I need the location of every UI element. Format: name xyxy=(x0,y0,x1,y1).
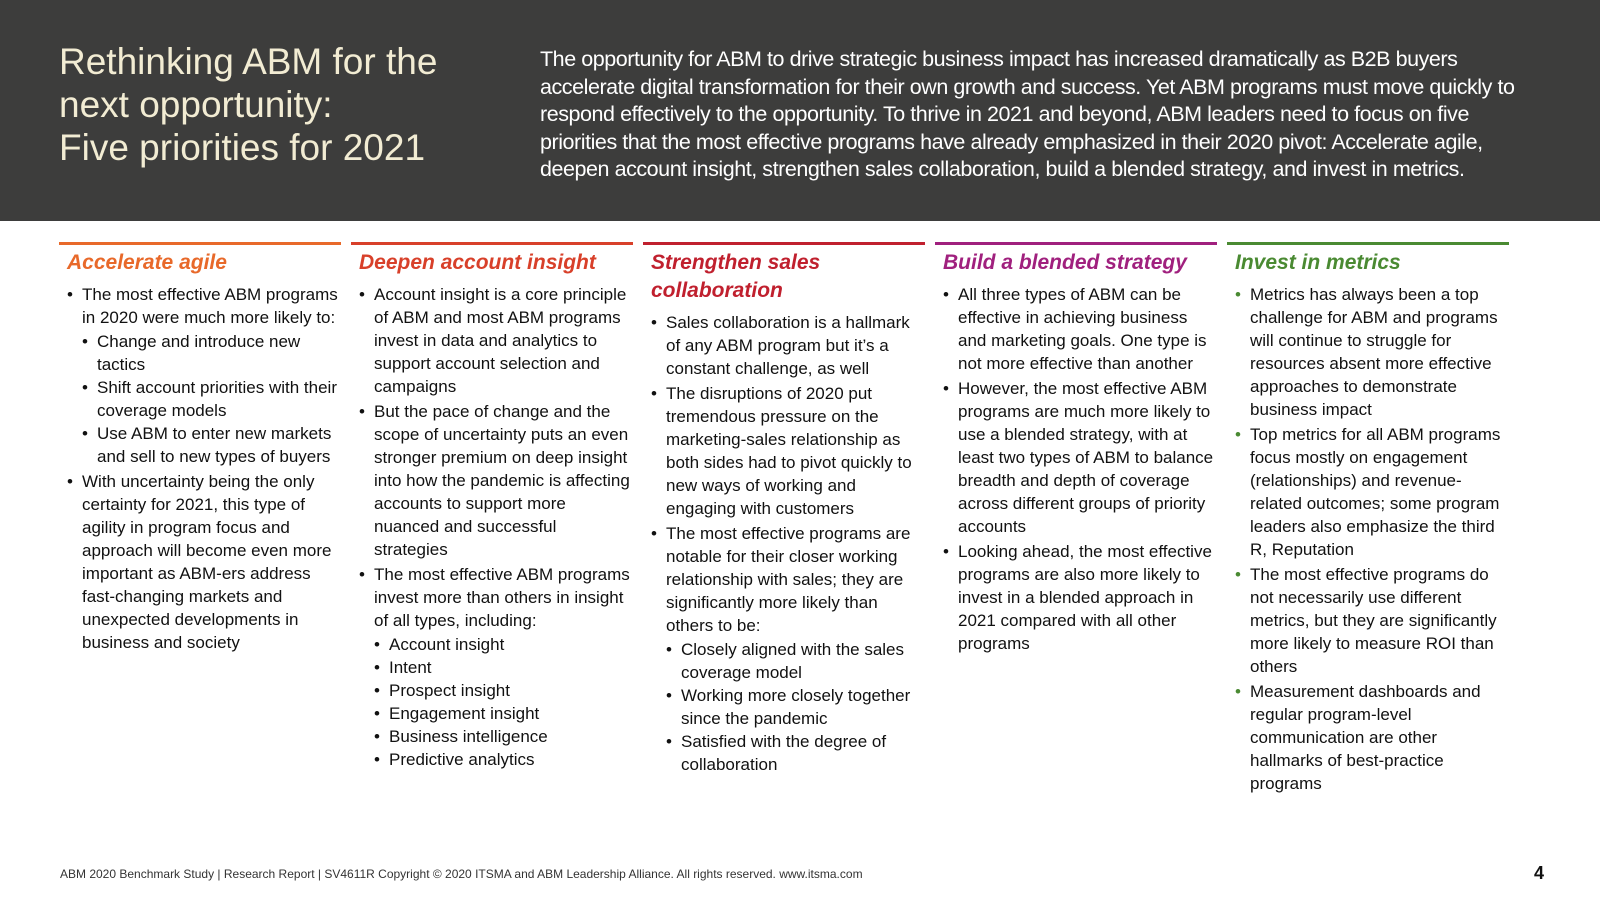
sub-bullet-list xyxy=(374,633,633,771)
column-title: Strengthen sales collaboration xyxy=(651,251,821,302)
sub-bullet-text: Account insight xyxy=(389,635,505,654)
page-title xyxy=(59,40,499,169)
bullet-text: Metrics has always been a top challenge for ABM and programs will continue to struggle for resources absent more effective approaches to demonstrate business impact xyxy=(1250,285,1498,419)
sub-bullet-text: Prospect insight xyxy=(389,681,510,700)
sub-bullet-text: Engagement insight xyxy=(389,704,540,723)
bullet-text: But the pace of change and the scope of uncertainty puts an even stronger premium on deep insight into how the pandemic is affecting accounts to support more nuanced and successful strategies xyxy=(374,402,630,559)
bullet-text: With uncertainty being the only certainty for 2021, this type of agility in program focus and approach will become even more important as ABM-ers address fast-changing markets and unexpected developments in business and society xyxy=(82,472,332,652)
bullet-text: The most effective programs do not necessarily use different metrics, but they are significantly more likely to measure ROI than others xyxy=(1250,565,1497,676)
bullet-text: However, the most effective ABM programs are much more likely to use a blended strategy, with at least two types of ABM to balance breadth and depth of coverage across different groups of priority accounts xyxy=(958,379,1214,536)
bullet-icon: • xyxy=(1235,682,1241,701)
bullet-icon: • xyxy=(374,704,380,723)
bullet-item xyxy=(67,470,341,654)
bullet-icon: • xyxy=(374,658,380,677)
bullet-text: Measurement dashboards and regular program-level communication are other hallmarks of best-practice programs xyxy=(1250,682,1481,793)
sub-bullet-text: Working more closely together since the pandemic xyxy=(681,686,911,728)
bullet-icon: • xyxy=(1235,285,1241,304)
bullet-icon: • xyxy=(82,378,88,397)
sub-bullet-text: Predictive analytics xyxy=(389,750,535,769)
bullet-text: The disruptions of 2020 put tremendous pressure on the marketing-sales relationship as both sides had to pivot quickly to new ways of working and engaging with customers xyxy=(666,384,912,518)
bullet-list xyxy=(1227,283,1509,795)
bullet-item xyxy=(359,400,633,561)
bullet-text: The most effective ABM programs in 2020 were much more likely to: xyxy=(82,285,338,327)
footer-copyright: ABM 2020 Benchmark Study | Research Report | SV4611R Copyright © 2020 ITSMA and ABM Leadership Alliance. All rights reserved. www.itsma.com xyxy=(60,867,863,881)
intro-paragraph: The opportunity for ABM to drive strategic business impact has increased dramatically as B2B buyers accelerate digital transformation for their own growth and success. Yet ABM programs must move quickly to respond effectively to the opportunity. To thrive in 2021 and beyond, ABM leaders need to focus on five priorities that the most effective programs have already emphasized in their 2020 pivot: Accelerate agile, deepen account insight, strengthen sales collaboration, build a blended strategy, and invest in metrics. xyxy=(540,47,1515,181)
bullet-text: The most effective programs are notable for their closer working relationship with sales; they are significantly more likely than others to be: xyxy=(666,524,911,635)
bullet-item xyxy=(67,283,341,468)
priority-column xyxy=(643,242,925,778)
bullet-item xyxy=(1235,283,1509,421)
bullet-item xyxy=(359,563,633,771)
sub-bullet-item xyxy=(374,633,633,656)
bullet-icon: • xyxy=(943,542,949,561)
title-line: next opportunity: xyxy=(59,84,333,125)
page-number: 4 xyxy=(1533,863,1544,883)
sub-bullet-text: Change and introduce new tactics xyxy=(97,332,301,374)
bullet-text: Sales collaboration is a hallmark of any ABM program but it’s a constant challenge, as well xyxy=(666,313,910,378)
sub-bullet-item xyxy=(374,725,633,748)
priority-column xyxy=(351,242,633,773)
bullet-text: The most effective ABM programs invest more than others in insight of all types, including: xyxy=(374,565,630,630)
bullet-icon: • xyxy=(943,285,949,304)
bullet-icon: • xyxy=(67,285,73,304)
bullet-icon: • xyxy=(666,732,672,751)
bullet-text: Looking ahead, the most effective programs are also more likely to invest in a blended approach in 2021 compared with all other programs xyxy=(958,542,1212,653)
bullet-item xyxy=(943,540,1217,655)
sub-bullet-text: Use ABM to enter new markets and sell to new types of buyers xyxy=(97,424,332,466)
bullet-list xyxy=(643,311,925,776)
sub-bullet-item xyxy=(82,376,341,422)
bullet-icon: • xyxy=(1235,565,1241,584)
bullet-text: Account insight is a core principle of ABM and most ABM programs invest in data and analytics to support account selection and campaigns xyxy=(374,285,627,396)
bullet-item xyxy=(1235,423,1509,561)
bullet-icon: • xyxy=(374,727,380,746)
sub-bullet-text: Business intelligence xyxy=(389,727,548,746)
bullet-icon: • xyxy=(374,750,380,769)
bullet-item xyxy=(651,522,925,776)
column-title: Build a blended strategy xyxy=(943,251,1187,274)
bullet-icon: • xyxy=(359,565,365,584)
bullet-item xyxy=(943,283,1217,375)
sub-bullet-item xyxy=(374,679,633,702)
sub-bullet-item xyxy=(666,684,925,730)
bullet-icon: • xyxy=(67,472,73,491)
priority-column xyxy=(59,242,341,656)
bullet-item xyxy=(943,377,1217,538)
sub-bullet-text: Shift account priorities with their coverage models xyxy=(97,378,337,420)
bullet-list xyxy=(351,283,633,771)
bullet-icon: • xyxy=(651,524,657,543)
sub-bullet-item xyxy=(374,656,633,679)
bullet-icon: • xyxy=(943,379,949,398)
sub-bullet-text: Intent xyxy=(389,658,432,677)
bullet-list xyxy=(59,283,341,654)
sub-bullet-item xyxy=(374,702,633,725)
bullet-text: All three types of ABM can be effective in achieving business and marketing goals. One type is not more effective than another xyxy=(958,285,1207,373)
priorities-columns xyxy=(59,242,1542,832)
bullet-icon: • xyxy=(651,313,657,332)
priority-column xyxy=(935,242,1217,657)
sub-bullet-item xyxy=(82,422,341,468)
bullet-text: Top metrics for all ABM programs focus mostly on engagement (relationships) and revenue-related outcomes; some program leaders also emphasize the third R, Reputation xyxy=(1250,425,1501,559)
priority-column xyxy=(1227,242,1509,797)
bullet-icon: • xyxy=(359,402,365,421)
bullet-icon: • xyxy=(651,384,657,403)
sub-bullet-list xyxy=(82,330,341,468)
sub-bullet-text: Closely aligned with the sales coverage model xyxy=(681,640,905,682)
bullet-item xyxy=(651,382,925,520)
sub-bullet-text: Satisfied with the degree of collaboration xyxy=(681,732,887,774)
column-title: Deepen account insight xyxy=(359,251,596,274)
sub-bullet-item xyxy=(82,330,341,376)
bullet-list xyxy=(935,283,1217,655)
column-title: Invest in metrics xyxy=(1235,251,1401,274)
title-line: Rethinking ABM for the xyxy=(59,41,438,82)
bullet-icon: • xyxy=(1235,425,1241,444)
sub-bullet-item xyxy=(666,730,925,776)
bullet-icon: • xyxy=(82,332,88,351)
bullet-icon: • xyxy=(374,681,380,700)
bullet-item xyxy=(1235,680,1509,795)
bullet-item xyxy=(359,283,633,398)
bullet-icon: • xyxy=(374,635,380,654)
bullet-icon: • xyxy=(666,686,672,705)
bullet-icon: • xyxy=(359,285,365,304)
header-banner xyxy=(0,0,1600,221)
title-line: Five priorities for 2021 xyxy=(59,127,426,168)
sub-bullet-item xyxy=(666,638,925,684)
sub-bullet-item xyxy=(374,748,633,771)
column-title: Accelerate agile xyxy=(67,251,227,274)
bullet-item xyxy=(1235,563,1509,678)
bullet-icon: • xyxy=(82,424,88,443)
bullet-item xyxy=(651,311,925,380)
bullet-icon: • xyxy=(666,640,672,659)
sub-bullet-list xyxy=(666,638,925,776)
